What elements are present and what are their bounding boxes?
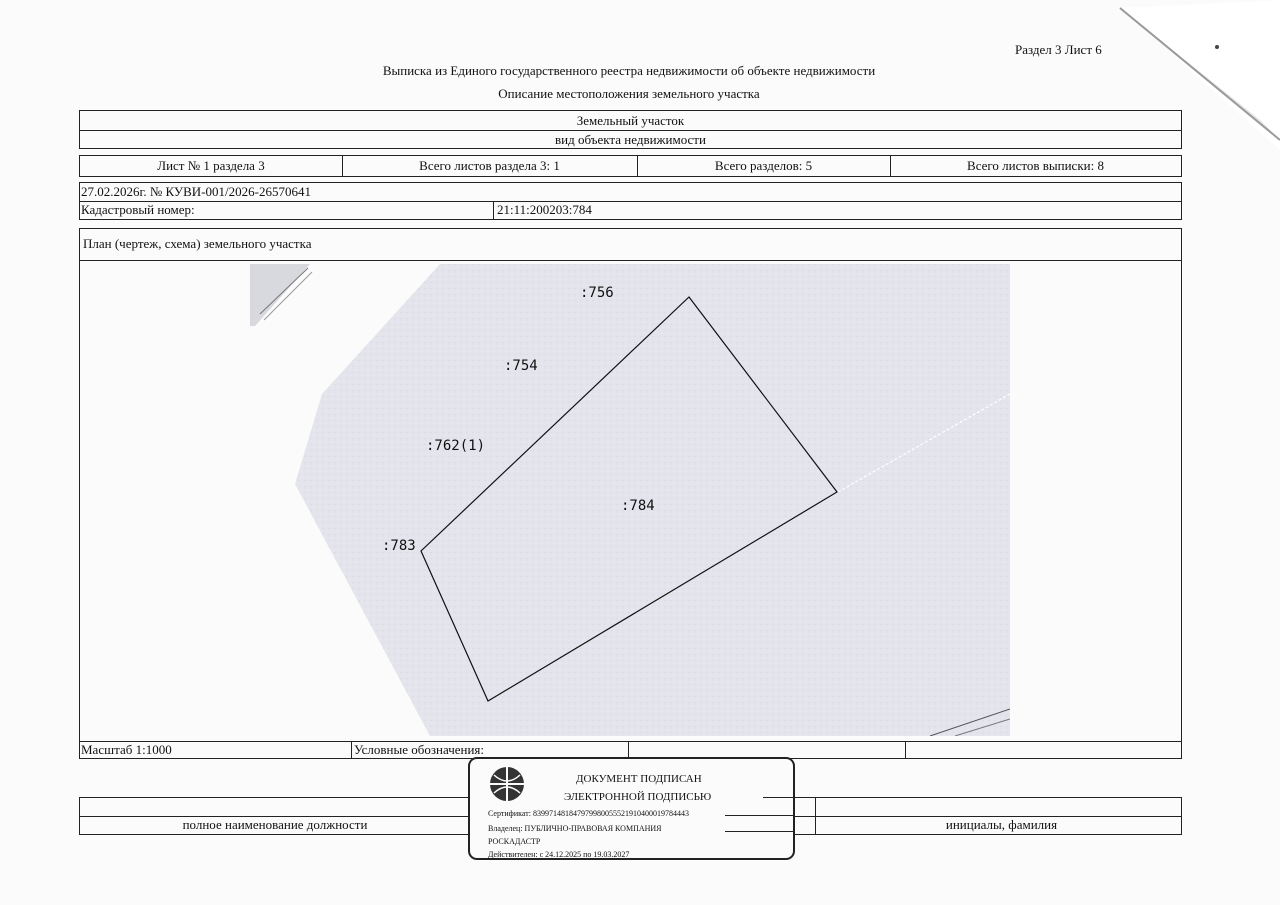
document-title: Выписка из Единого государственного реестра недвижимости об объекте недвижимости bbox=[382, 63, 876, 78]
parcel-label-754: :754 bbox=[504, 358, 538, 374]
position-caption: полное наименование должности bbox=[182, 817, 368, 832]
parcel-label-783: :783 bbox=[382, 538, 416, 554]
section-sheet-label: Раздел 3 Лист 6 bbox=[1015, 42, 1102, 57]
stamp-valid: Действителен: с 24.12.2025 по 19.03.2027 bbox=[488, 850, 630, 859]
stamp-owner2: РОСКАДАСТР bbox=[488, 837, 541, 846]
sheets-row bbox=[79, 155, 1182, 177]
scale-label: Масштаб 1:1000 bbox=[81, 741, 172, 757]
stamp-line2: ЭЛЕКТРОННОЙ ПОДПИСЬЮ bbox=[564, 791, 712, 803]
legend-label: Условные обозначения: bbox=[354, 741, 485, 757]
record-date-number: 27.02.2026г. № КУВИ-001/2026-26570641 bbox=[81, 184, 311, 199]
stamp-underline-2 bbox=[725, 815, 795, 816]
record-table bbox=[79, 182, 1182, 220]
stamp-line1: ДОКУМЕНТ ПОДПИСАН bbox=[576, 773, 702, 785]
parcel-label-756: :756 bbox=[580, 285, 614, 301]
object-type-value: Земельный участок bbox=[576, 112, 685, 128]
total-sections: Всего разделов: 5 bbox=[714, 158, 813, 173]
plan-title: План (чертеж, схема) земельного участка bbox=[83, 236, 312, 251]
parcel-label-784: :784 bbox=[621, 498, 655, 514]
sheet-number: Лист № 1 раздела 3 bbox=[157, 158, 265, 173]
document-subtitle: Описание местоположения земельного участка bbox=[498, 86, 760, 101]
stamp-certificate: Сертификат: 839971481847979980055521910400019784443 bbox=[488, 809, 689, 818]
name-caption: инициалы, фамилия bbox=[945, 817, 1058, 832]
object-type-caption: вид объекта недвижимости bbox=[555, 131, 706, 147]
total-sheets-section: Всего листов раздела 3: 1 bbox=[419, 158, 560, 173]
stamp-underline-3 bbox=[725, 831, 795, 832]
cadastral-label: Кадастровый номер: bbox=[81, 202, 195, 217]
object-type-table bbox=[79, 110, 1182, 149]
cadastral-number: 21:11:200203:784 bbox=[497, 202, 592, 217]
total-sheets: Всего листов выписки: 8 bbox=[967, 158, 1104, 173]
stamp-underline-1 bbox=[763, 797, 795, 798]
stamp-owner: Владелец: ПУБЛИЧНО-ПРАВОВАЯ КОМПАНИЯ bbox=[488, 824, 662, 833]
parcel-label-762: :762(1) bbox=[426, 438, 486, 454]
electronic-signature-stamp bbox=[468, 757, 795, 860]
rosreestr-emblem-icon bbox=[488, 765, 526, 803]
land-plot-map bbox=[250, 264, 1010, 736]
